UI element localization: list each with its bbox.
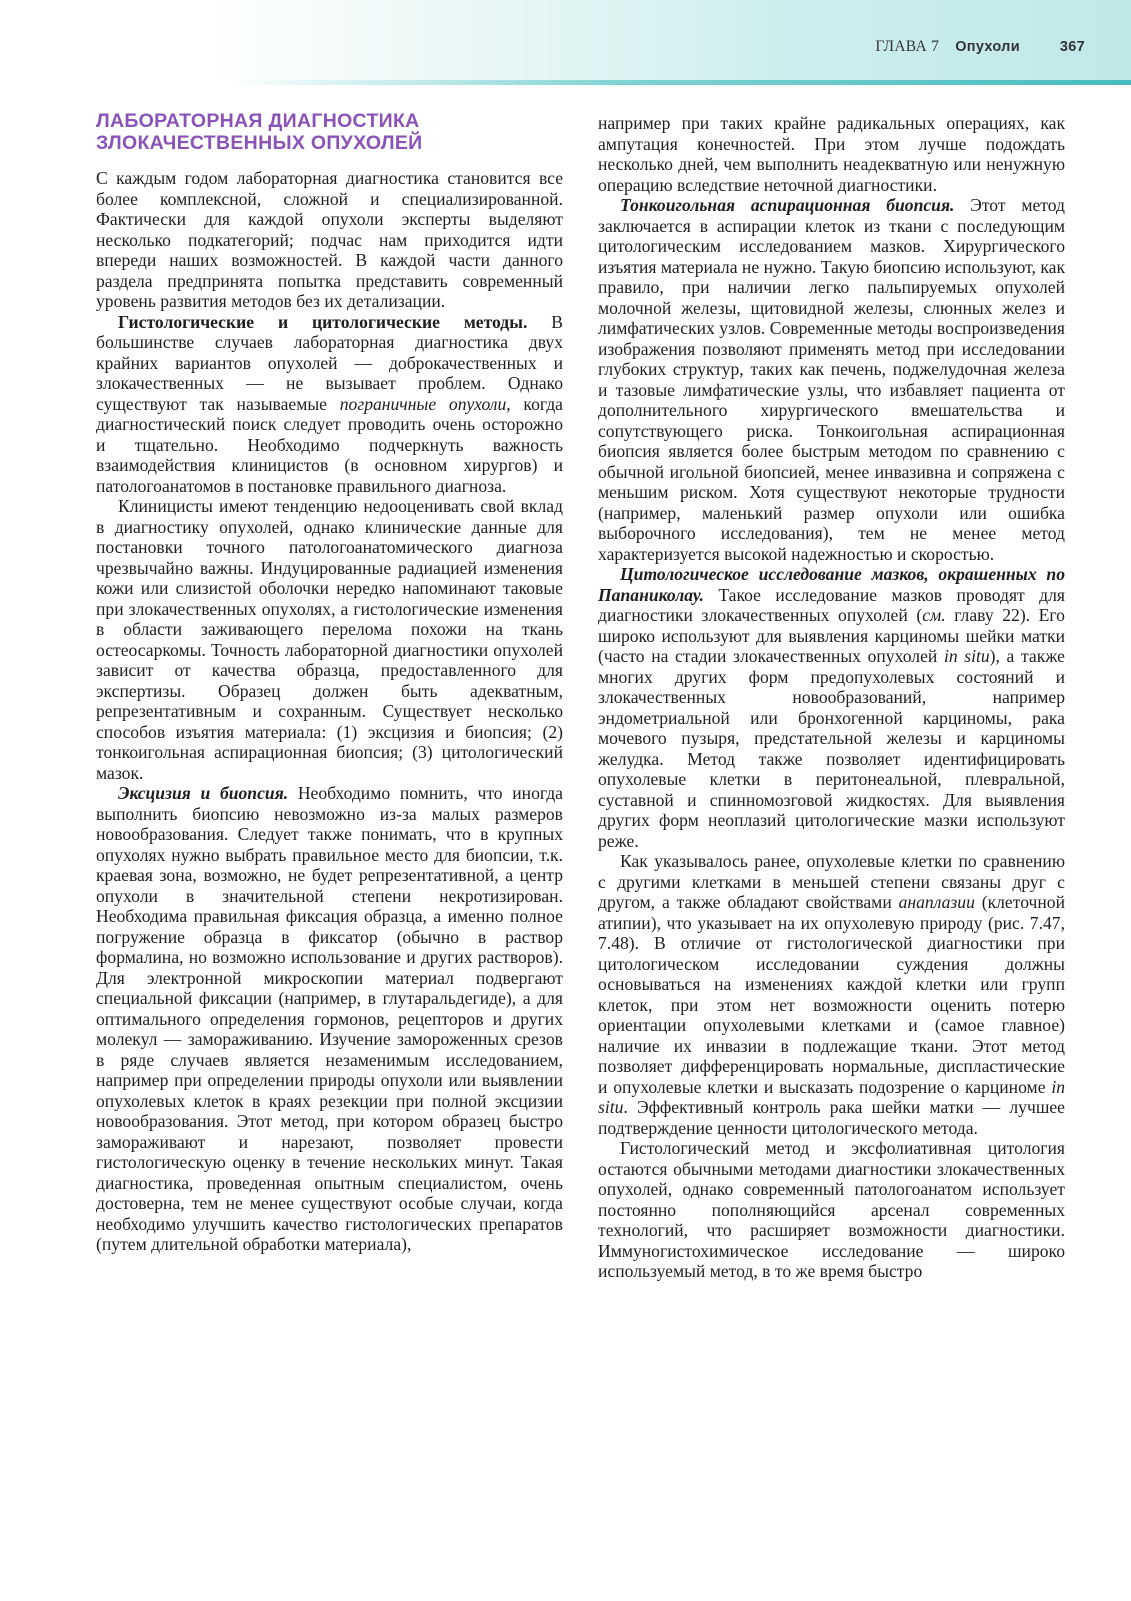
- run-heading-pap: Цитологическое исследование мазков, окрашенных по Папаниколау.: [598, 564, 1065, 605]
- run-text: Необходимо помнить, что иногда выполнить биопсию невозможно из-за малых размеров новообразования. Следует также понимать, что в крупных опухолях нужно выбрать правильное место для биопсии, т.к. краевая зона, возможно, не будет репрезентативной, а центр опухоли в значительной степени некротизирован. Необходима правильная фиксация образца, а именно полное погружение образца в фиксатор (обычно в раствор формалина, но возможно использование и других растворов). Для электронной микроскопии материал подвергают специальной фиксации (например, в глутаральдегиде), а для оптимального определения гормонов, рецепторов и других молекул — замораживанию. Изучение замороженных срезов в ряде случаев является незаменимым исследованием, например при определении природы опухоли или выявлении опухолевых клеток в краях резекции при полной эксцизии новообразования. Этот метод, при котором образец быстро замораживают и нарезают, позволяет провести гистологическую оценку в течение нескольких минут. Такая диагностика, проведенная опытным специалистом, очень достоверна, тем не менее существуют особые случаи, когда необходимо улучшить качество гистологических препаратов (путем длительной обработки материала),: [96, 783, 563, 1254]
- header-rule: [0, 80, 1131, 85]
- paragraph-excision: [96, 783, 563, 1255]
- section-title-line-1: ЛАБОРАТОРНАЯ ДИАГНОСТИКА: [96, 110, 420, 132]
- run-text: Как указывалось ранее, опухолевые клетки по сравнению с другими клетками в меньшей степени связаны друг с другом, а также обладают свойствами: [598, 851, 1065, 912]
- run-italic: анаплазии: [898, 892, 975, 912]
- paragraph-histology: [598, 1138, 1065, 1282]
- run-text: Гистологический метод и эксфолиативная цитология остаются обычными методами диагностики злокачественных опухолей, однако современный патологоанатом использует постоянно пополняющийся арсенал современных технологий, что расширяет возможности диагностики. Иммуногистохимическое исследование — широко используемый метод, в то же время быстро: [598, 1138, 1065, 1281]
- chapter-title: Опухоли: [955, 39, 1020, 55]
- section-title: [96, 110, 563, 154]
- left-column: [96, 110, 563, 1255]
- run-text: В большинстве случаев лабораторная диагностика двух крайних вариантов опухолей — доброкачественных и злокачественных — не вызывает проблем. Однако существуют так называемые: [96, 311, 563, 414]
- run-italic: см.: [922, 605, 946, 625]
- run-text: . Эффективный контроль рака шейки матки — лучшее подтверждение ценности цитологического метода.: [598, 1097, 1065, 1138]
- paragraph-methods: [96, 312, 563, 497]
- running-head: [875, 38, 1085, 56]
- paragraph-intro: [96, 168, 563, 312]
- paragraph-pap: [598, 564, 1065, 851]
- run-italic: in situ: [943, 646, 990, 666]
- run-heading-methods: Гистологические и цитологические методы.: [118, 311, 528, 332]
- paragraph-fna: [598, 195, 1065, 564]
- run-text: Этот метод заключается в аспирации клеток из ткани с последующим цитологическим исследованием мазков. Хирургического изъятия материала не нужно. Такую биопсию используют, как правило, при наличии легко пальпируемых опухолей молочной железы, щитовидной железы, слюнных желез и лимфатических узлов. Современные методы воспроизведения изображения позволяют применять метод при исследовании глубоких структур, таких как печень, поджелудочная железа и тазовые лимфатические узлы, что избавляет пациента от дополнительного хирургического вмешательства и сопутствующего риска. Тонкоигольная аспирационная биопсия является более быстрым методом по сравнению с обычной игольной биопсией, менее инвазивна и сопряжена с меньшим риском. Хотя существуют некоторые трудности (например, маленький размер опухоли или ошибка выборочного исследования), тем не менее метод характеризуется высокой надежностью и скоростью.: [598, 195, 1065, 564]
- page-number: 367: [1059, 39, 1085, 55]
- run-text: ), а также многих других форм предопухолевых состояний и злокачественных новообразований, например эндометриальной или бронхогенной карциномы, рака мочевого пузыря, предстательной железы и карциномы желудка. Метод также позволяет идентифицировать опухолевые клетки в перитонеальной, плевральной, суставной и спинномозговой жидкостях. Для выявления других форм неоплазий цитологические мазки используют реже.: [598, 646, 1065, 851]
- run-text: Клиницисты имеют тенденцию недооценивать свой вклад в диагностику опухолей, однако клинические данные для постановки точного патологоанатомического диагноза чрезвычайно важны. Индуцированные радиацией изменения кожи или слизистой оболочки нередко напоминают таковые при злокачественных опухолях, а гистологические изменения в области заживающего перелома похожи на ткань остеосаркомы. Точность лабораторной диагностики опухолей зависит от качества образца, предоставленного для экспертизы. Образец должен быть адекватным, репрезентативным и сохранным. Существует несколько способов изъятия материала: (1) эксцизия и биопсия; (2) тонкоигольная аспирационная биопсия; (3) цитологический мазок.: [96, 496, 563, 783]
- run-italic: in situ: [598, 1076, 1065, 1117]
- paragraph-clinicians: [96, 496, 563, 783]
- section-title-line-2: ЗЛОКАЧЕСТВЕННЫХ ОПУХОЛЕЙ: [96, 132, 423, 154]
- run-text: , когда диагностический поиск следует проводить очень осторожно и тщательно. Необходимо подчеркнуть важность взаимодействия клиницистов (в основном хирургов) и патологоанатомов в постановке правильного диагноза.: [96, 393, 563, 496]
- run-italic: пограничные опухоли: [339, 393, 507, 414]
- run-text: например при таких крайне радикальных операциях, как ампутация конечностей. При этом лучше подождать несколько дней, чем выполнить неадекватную или ненужную операцию вследствие неточной диагностики.: [598, 113, 1065, 195]
- paragraph-continuation: [598, 113, 1065, 195]
- run-text: главу 22). Его широко используют для выявления карциномы шейки матки (часто на стадии злокачественных опухолей: [598, 605, 1065, 666]
- right-column: [598, 113, 1065, 1282]
- paragraph-intro-text: С каждым годом лабораторная диагностика становится все более комплексной, сложной и специализированной. Фактически для каждой опухоли эксперты выделяют несколько подкатегорий; подчас нам приходится идти впереди наших возможностей. В каждой части данного раздела предпринята попытка представить современный уровень развития методов без их детализации.: [96, 168, 563, 311]
- paragraph-tumor-cells: [598, 851, 1065, 1138]
- chapter-label: ГЛАВА 7: [875, 38, 940, 55]
- run-heading-fna: Тонкоигольная аспирационная биопсия.: [620, 195, 955, 215]
- run-heading-excision: Эксцизия и биопсия.: [118, 783, 289, 803]
- run-text: (клеточной атипии), что указывает на их опухолевую природу (рис. 7.47, 7.48). В отличие от гистологической диагностики при цитологическом исследовании суждения должны основываться на изменениях каждой клетки или групп клеток, при этом нет возможности оценить потерю ориентации опухолевыми клетками и (самое главное) наличие их инвазии в подлежащие ткани. Этот метод позволяет дифференцировать нормальные, диспластические и опухолевые клетки и высказать подозрение о карциноме: [598, 892, 1066, 1097]
- run-text: Такое исследование мазков проводят для диагностики злокачественных опухолей (: [598, 584, 1065, 625]
